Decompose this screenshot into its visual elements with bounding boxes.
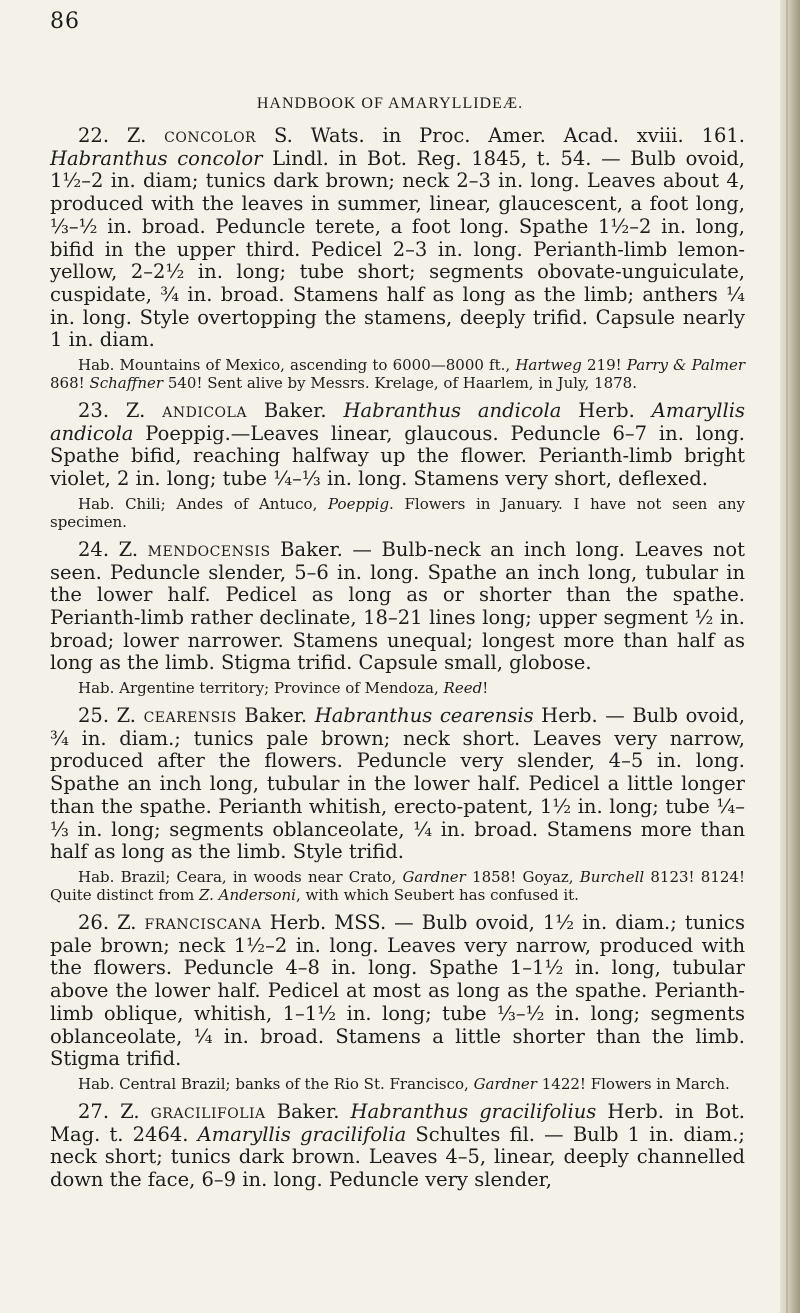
habitat-text: !	[482, 679, 489, 698]
genus-abbrev: Z.	[116, 704, 136, 728]
species-epithet: franciscana	[144, 910, 262, 934]
species-description	[50, 539, 745, 675]
collector: Gardner	[473, 1074, 537, 1093]
species-epithet: mendocensis	[147, 537, 271, 561]
species-description	[50, 400, 745, 491]
collector: Schaffner	[89, 374, 164, 393]
description-text: Herb.	[561, 399, 652, 423]
description-text: Herb. in Bot. Mag. t. 2464.	[50, 1099, 745, 1146]
habitat-text: . Flowers in January. I have not seen any specimen.	[50, 494, 746, 531]
genus-abbrev: Z.	[125, 399, 146, 423]
habitat-text: Hab. Chili; Andes of Antuco,	[78, 494, 329, 513]
habitat-text: , with which Seubert has confused it.	[295, 885, 579, 904]
species-number: 22.	[78, 124, 110, 147]
running-head: HANDBOOK OF AMARYLLIDEÆ.	[256, 95, 524, 112]
habitat-text: Hab. Central Brazil; banks of the Rio St. Francisco,	[78, 1074, 474, 1093]
species-number: 23.	[78, 399, 110, 423]
species-epithet: gracilifolia	[150, 1099, 266, 1123]
collector: Gardner	[402, 867, 466, 886]
page-body	[50, 125, 745, 1200]
species-entry-27	[50, 1101, 745, 1192]
species-number: 24.	[78, 537, 110, 561]
page-header	[0, 0, 780, 120]
collector: Z. Andersoni	[198, 885, 296, 904]
habitat-text: 868!	[50, 374, 90, 393]
habitat-text: Hab. Argentine territory; Province of Mendoza,	[78, 679, 444, 698]
synonym: Habranthus concolor	[50, 146, 263, 170]
species-number: 27.	[78, 1099, 110, 1123]
description-text: Herb. MSS. — Bulb ovoid, 1½ in. diam.; tunics pale brown; neck 1½–2 in. long. Leaves very narrow, produced with the flowers. Peduncle 4–8 in. long. Spathe 1–1½ in. long, tubular above the lower half. Pedicel at most as long as the spathe. Perianth-limb oblique, whitish, 1–1½ in. long; tube ⅓–½ in. long; segments oblanceolate, ¼ in. broad. Stamens a little shorter than the limb. Stigma trifid.	[50, 910, 745, 1071]
habitat-text: 1858! Goyaz,	[465, 867, 580, 886]
habitat-note	[50, 679, 745, 697]
description-text: Poeppig.—Leaves linear, glaucous. Peduncle 6–7 in. long. Spathe bifid, reaching halfway up the flower. Perianth-limb bright violet, 2 in. long; tube ¼–⅓ in. long. Stamens very short, deflexed.	[50, 421, 745, 491]
habitat-note	[50, 868, 745, 904]
genus-abbrev: Z.	[120, 1099, 140, 1123]
habitat-text: 1422! Flowers in March.	[536, 1074, 730, 1093]
genus-abbrev: Z.	[117, 910, 137, 934]
page-number: 86	[50, 9, 80, 34]
species-description	[50, 912, 745, 1071]
description-text: Lindl. in Bot. Reg. 1845, t. 54. — Bulb ovoid, 1½–2 in. diam; tunics dark brown; neck 2–3 in. long. Leaves about 4, produced with the leaves in summer, linear, glaucescent, a foot long, ⅓–½ in. broad. Peduncle terete, a foot long. Spathe 1½–2 in. long, bifid in the upper third. Pedicel 2–3 in. long. Perianth-limb lemon-yellow, 2–2½ in. long; tube short; segments obovate-unguiculate, cuspidate, ¾ in. broad. Stamens half as long as the limb; anthers ¼ in. long. Style overtopping the stamens, deeply trifid. Capsule nearly 1 in. diam.	[50, 146, 745, 352]
genus-abbrev: Z.	[126, 124, 147, 147]
species-description	[50, 705, 745, 864]
habitat-note	[50, 356, 745, 392]
habitat-text: 540! Sent alive by Messrs. Krelage, of Haarlem, in July, 1878.	[163, 374, 637, 393]
species-number: 26.	[78, 910, 110, 934]
species-epithet: andicola	[162, 399, 247, 423]
species-entry-22	[50, 125, 745, 392]
synonym: Amaryllis gracilifolia	[197, 1122, 407, 1146]
species-entry-26	[50, 912, 745, 1093]
species-epithet: concolor	[164, 124, 257, 147]
collector: Poeppig	[328, 494, 390, 513]
synonym: Habranthus cearensis	[314, 704, 534, 728]
description-text: Baker.	[236, 704, 315, 728]
genus-abbrev: Z.	[118, 537, 139, 561]
species-entry-25	[50, 705, 745, 904]
description-text: Baker.	[246, 399, 344, 423]
collector: Burchell	[579, 867, 645, 886]
species-entry-23	[50, 400, 745, 531]
habitat-note	[50, 1075, 745, 1093]
habitat-text: Hab. Brazil; Ceara, in woods near Crato,	[78, 867, 403, 886]
description-text: S. Wats. in Proc. Amer. Acad. xviii. 161.	[256, 124, 745, 147]
description-text: Herb. — Bulb ovoid, ¾ in. diam.; tunics pale brown; neck short. Leaves very narrow, produced after the flowers. Peduncle very slender, 4–5 in. long. Spathe an inch long, tubular in the lower half. Pedicel a little longer than the spathe. Perianth whitish, erecto-patent, 1½ in. long; tube ¼–⅓ in. long; segments oblanceolate, ¼ in. broad. Stamens more than half as long as the limb. Style trifid.	[50, 704, 745, 864]
synonym: Habranthus gracilifolius	[350, 1099, 597, 1123]
page-edge-shadow	[780, 0, 800, 1313]
synonym: Amaryllis andicola	[50, 399, 745, 445]
collector: Reed	[443, 679, 483, 698]
habitat-note	[50, 495, 745, 531]
species-number: 25.	[78, 704, 110, 728]
species-description	[50, 125, 745, 352]
description-text: Schultes fil. — Bulb 1 in. diam.; neck short; tunics dark brown. Leaves 4–5, linear, deeply channelled down the face, 6–9 in. long. Peduncle very slender,	[50, 1122, 745, 1192]
species-epithet: cearensis	[143, 704, 237, 728]
description-text: Baker.	[265, 1099, 351, 1123]
species-description	[50, 1101, 745, 1192]
collector: Parry & Palmer	[626, 356, 745, 375]
synonym: Habranthus andicola	[343, 399, 562, 423]
species-entry-24	[50, 539, 745, 697]
habitat-text: 219!	[581, 356, 627, 375]
habitat-text: Hab. Mountains of Mexico, ascending to 6000—8000 ft.,	[78, 356, 516, 375]
habitat-text: 8123! 8124! Quite distinct from	[50, 867, 745, 904]
description-text: Baker. — Bulb-neck an inch long. Leaves not seen. Peduncle slender, 5–6 in. long. Spathe an inch long, tubular in the lower half. Pedicel as long as or shorter than the spathe. Perianth-limb rather declinate, 18–21 lines long; upper segment ½ in. broad; lower narrower. Stamens unequal; longest more than half as long as the limb. Stigma trifid. Capsule small, globose.	[50, 537, 746, 675]
collector: Hartweg	[515, 356, 582, 375]
